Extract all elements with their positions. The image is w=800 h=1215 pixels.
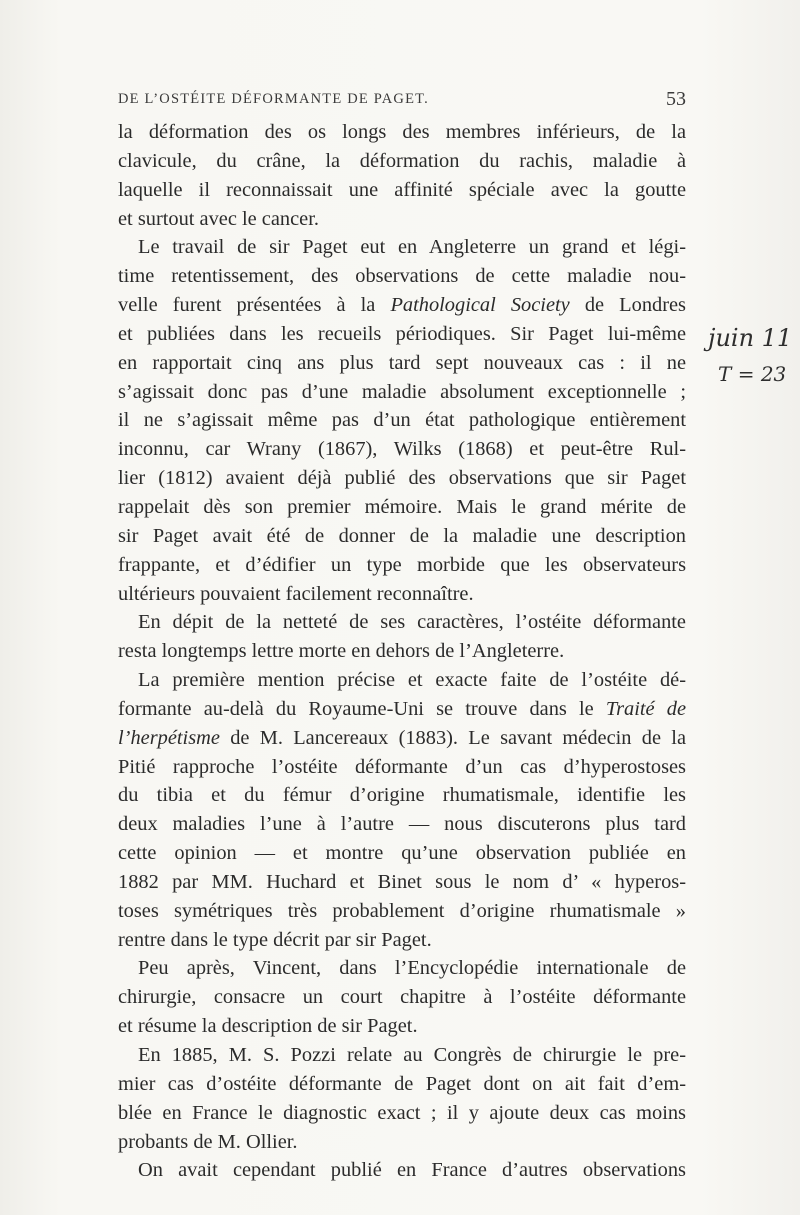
text-segment: sir Paget avait été de donner de la maladie une description [118, 524, 686, 547]
text-line [118, 954, 686, 983]
text-segment: et résume la description de sir Paget. [118, 1015, 418, 1038]
text-segment: cette opinion — et montre qu’une observation publiée en [118, 842, 686, 865]
page-number: 53 [666, 88, 686, 110]
text-segment: de Londres [569, 294, 686, 317]
text-line [118, 378, 686, 407]
text-segment: frappante, et d’édifier un type morbide que les observateurs [118, 553, 686, 576]
text-segment: s’agissait donc pas d’une maladie absolument exceptionnelle ; [118, 380, 686, 403]
text-line [118, 493, 686, 522]
text-line [118, 118, 686, 147]
text-line [118, 1070, 686, 1099]
text-segment: En dépit de la netteté de ses caractères, l’ostéite déformante [138, 611, 686, 634]
text-line [118, 291, 686, 320]
text-line [118, 1099, 686, 1128]
text-segment: Pitié rapproche l’ostéite déformante d’un cas d’hyperostoses [118, 755, 686, 778]
text-line [118, 176, 686, 205]
text-segment: 1882 par MM. Huchard et Binet sous le nom d’ « hyperos- [118, 870, 686, 893]
text-segment: et surtout avec le cancer. [118, 207, 319, 230]
text-line [118, 637, 686, 666]
text-line [118, 753, 686, 782]
italic-title: Traité de [605, 697, 686, 720]
text-line [118, 1156, 686, 1185]
text-line [118, 608, 686, 637]
text-line [118, 1012, 686, 1041]
page-header [0, 88, 686, 112]
text-line [118, 464, 686, 493]
text-line [118, 406, 686, 435]
text-segment: la déformation des os longs des membres inférieurs, de la [118, 121, 686, 143]
text-line [118, 435, 686, 464]
margin-note-line-2: T = 23 [718, 362, 787, 386]
text-line [118, 1128, 686, 1157]
text-segment: rentre dans le type décrit par sir Paget. [118, 928, 432, 951]
body-text [118, 118, 686, 1185]
text-segment: deux maladies l’une à l’autre — nous discuterons plus tard [118, 813, 686, 836]
text-segment: Peu après, Vincent, dans l’Encyclopédie internationale de [138, 957, 686, 980]
text-segment: laquelle il reconnaissait une affinité spéciale avec la goutte [118, 178, 686, 201]
italic-title: Pathological Society [390, 294, 570, 317]
text-segment: On avait cependant publié en France d’autres observations [138, 1159, 686, 1182]
text-segment: de M. Lancereaux (1883). Le savant médecin de la [219, 726, 686, 749]
text-line [118, 233, 686, 262]
text-line [118, 868, 686, 897]
text-line [118, 839, 686, 868]
text-segment: Le travail de sir Paget eut en Angleterre un grand et légi- [138, 236, 686, 259]
text-segment: blée en France le diagnostic exact ; il y ajoute deux cas moins [118, 1101, 686, 1124]
text-line [118, 205, 686, 234]
text-line [118, 781, 686, 810]
text-segment: time retentissement, des observations de cette maladie nou- [118, 265, 686, 288]
text-line [118, 580, 686, 609]
text-segment: velle furent présentées à la [118, 294, 391, 317]
text-line [118, 926, 686, 955]
text-segment: rappelait dès son premier mémoire. Mais le grand mérite de [118, 495, 686, 518]
text-line [118, 551, 686, 580]
text-segment: en rapportait cinq ans plus tard sept nouveaux cas : il ne [118, 351, 686, 374]
handwritten-margin-note [704, 316, 794, 406]
text-line [118, 666, 686, 695]
text-segment: ultérieurs pouvaient facilement reconnaître. [118, 582, 474, 605]
text-segment: inconnu, car Wrany (1867), Wilks (1868) et peut-être Rul- [118, 438, 686, 461]
text-line [118, 983, 686, 1012]
running-head: DE L’OSTÉITE DÉFORMANTE DE PAGET. [118, 91, 429, 107]
text-line [118, 522, 686, 551]
text-segment: La première mention précise et exacte faite de l’ostéite dé- [138, 669, 686, 692]
text-line [118, 724, 686, 753]
text-segment: du tibia et du fémur d’origine rhumatismale, identifie les [118, 784, 686, 807]
text-segment: clavicule, du crâne, la déformation du rachis, maladie à [118, 149, 686, 172]
text-line [118, 897, 686, 926]
text-line [118, 695, 686, 724]
text-segment: toses symétriques très probablement d’origine rhumatismale » [118, 899, 686, 922]
text-line [118, 147, 686, 176]
text-line [118, 320, 686, 349]
text-segment: probants de M. Ollier. [118, 1130, 298, 1153]
text-segment: resta longtemps lettre morte en dehors de l’Angleterre. [118, 640, 565, 663]
text-segment: formante au-delà du Royaume-Uni se trouve dans le [118, 697, 606, 720]
text-segment: mier cas d’ostéite déformante de Paget dont on ait fait d’em- [118, 1072, 686, 1095]
italic-title: l’herpétisme [118, 726, 220, 749]
text-line [118, 262, 686, 291]
text-line [118, 349, 686, 378]
text-segment: En 1885, M. S. Pozzi relate au Congrès de chirurgie le pre- [138, 1044, 686, 1066]
margin-note-line-1: juin 11 [708, 324, 793, 352]
text-segment: chirurgie, consacre un court chapitre à l’ostéite déformante [118, 986, 686, 1009]
text-line [118, 1041, 686, 1070]
text-segment: lier (1812) avaient déjà publié des observations que sir Paget [118, 467, 686, 490]
text-segment: et publiées dans les recueils périodiques. Sir Paget lui-même [118, 322, 686, 345]
text-line [118, 810, 686, 839]
text-segment: il ne s’agissait même pas d’un état pathologique entièrement [118, 409, 686, 432]
